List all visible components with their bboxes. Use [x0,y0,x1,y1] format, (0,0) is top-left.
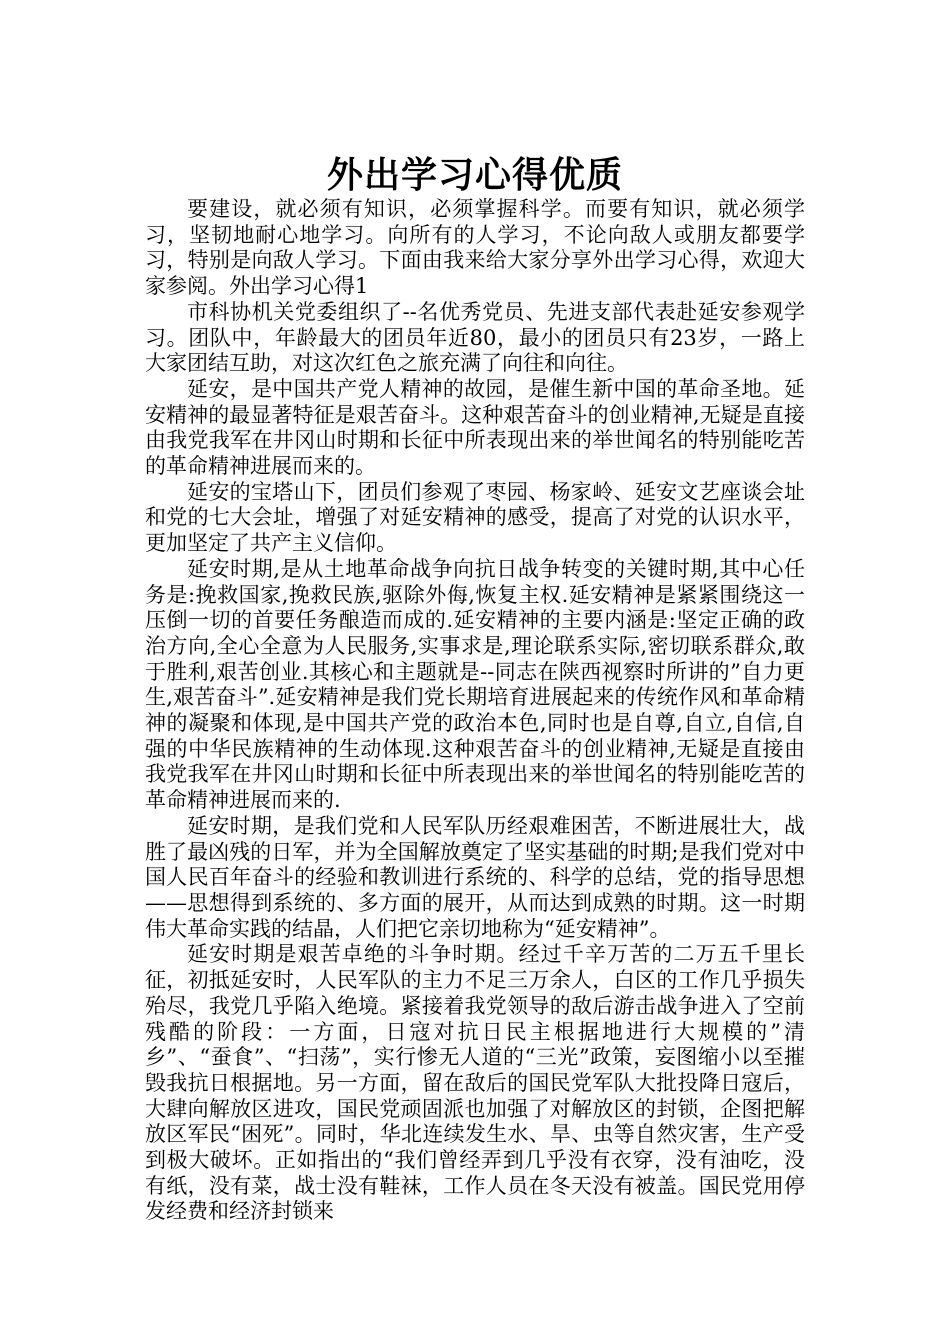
paragraph: 延安时期是艰苦卓绝的斗争时期。经过千辛万苦的二万五千里长征，初抵延安时，人民军队的主力不足三万余人，白区的工作几乎损失殆尽，我党几乎陷入绝境。紧接着我党领导的敌后游击战争进入了空前残酷的阶段：一方面，日寇对抗日民主根据地进行大规模的”清乡”、“蚕食”、“扫荡”，实行惨无人道的“三光”政策，妄图缩小以至摧毁我抗日根据地。另一方面，留在敌后的国民党军队大批投降日寇后，大肆向解放区进攻，国民党顽固派也加强了对解放区的封锁，企图把解放区军民“困死”。同时，华北连续发生水、旱、虫等自然灾害，生产受到极大破坏。正如指出的“我们曾经弄到几乎没有衣穿，没有油吃，没有纸，没有菜，战士没有鞋袜，工作人员在冬天没有被盖。国民党用停发经费和经济封锁来 [145,942,805,1224]
paragraph: 延安，是中国共产党人精神的故园，是催生新中国的革命圣地。延安精神的最显著特征是艰苦奋斗。这种艰苦奋斗的创业精神,无疑是直接由我党我军在井冈山时期和长征中所表现出来的举世闻名的特别能吃苦的革命精神进展而来的。 [145,376,805,479]
body-text [145,197,805,1225]
paragraph: 要建设，就必须有知识，必须掌握科学。而要有知识，就必须学习，坚韧地耐心地学习。向所有的人学习，不论向敌人或朋友都要学习，特别是向敌人学习。下面由我来给大家分享外出学习心得，欢迎大家参阅。外出学习心得1 [145,197,805,299]
page-title: 外出学习心得优质 [326,155,623,197]
paragraph: 延安时期,是从土地革命战争向抗日战争转变的关键时期,其中心任务是:挽救国家,挽救民族,驱除外侮,恢复主权.延安精神是紧紧围绕这一压倒一切的首要任务酿造而成的.延安精神的主要内涵是:坚定正确的政治方向,全心全意为人民服务,实事求是,理论联系实际,密切联系群众,敢于胜利,艰苦创业.其核心和主题就是--同志在陕西视察时所讲的”自力更生,艰苦奋斗”.延安精神是我们党长期培育进展起来的传统作风和革命精神的凝聚和体现,是中国共产党的政治本色,同时也是自尊,自立,自信,自强的中华民族精神的生动体现.这种艰苦奋斗的创业精神,无疑是直接由我党我军在井冈山时期和长征中所表现出来的举世闻名的特别能吃苦的革命精神进展而来的. [145,556,805,813]
paragraph: 市科协机关党委组织了--名优秀党员、先进支部代表赴延安参观学习。团队中，年龄最大的团员年近80，最小的团员只有23岁，一路上大家团结互助，对这次红色之旅充满了向往和向往。 [145,299,805,376]
paragraph: 延安的宝塔山下，团员们参观了枣园、杨家岭、延安文艺座谈会址和党的七大会址，增强了对延安精神的感受，提高了对党的认识水平，更加坚定了共产主义信仰。 [145,479,805,556]
paragraph: 延安时期，是我们党和人民军队历经艰难困苦，不断进展壮大，战胜了最凶残的日军，并为全国解放奠定了坚实基础的时期;是我们党对中国人民百年奋斗的经验和教训进行系统的、科学的总结，党的指导思想——思想得到系统的、多方面的展开，从而达到成熟的时期。这一时期伟大革命实践的结晶，人们把它亲切地称为“延安精神”。 [145,813,805,941]
